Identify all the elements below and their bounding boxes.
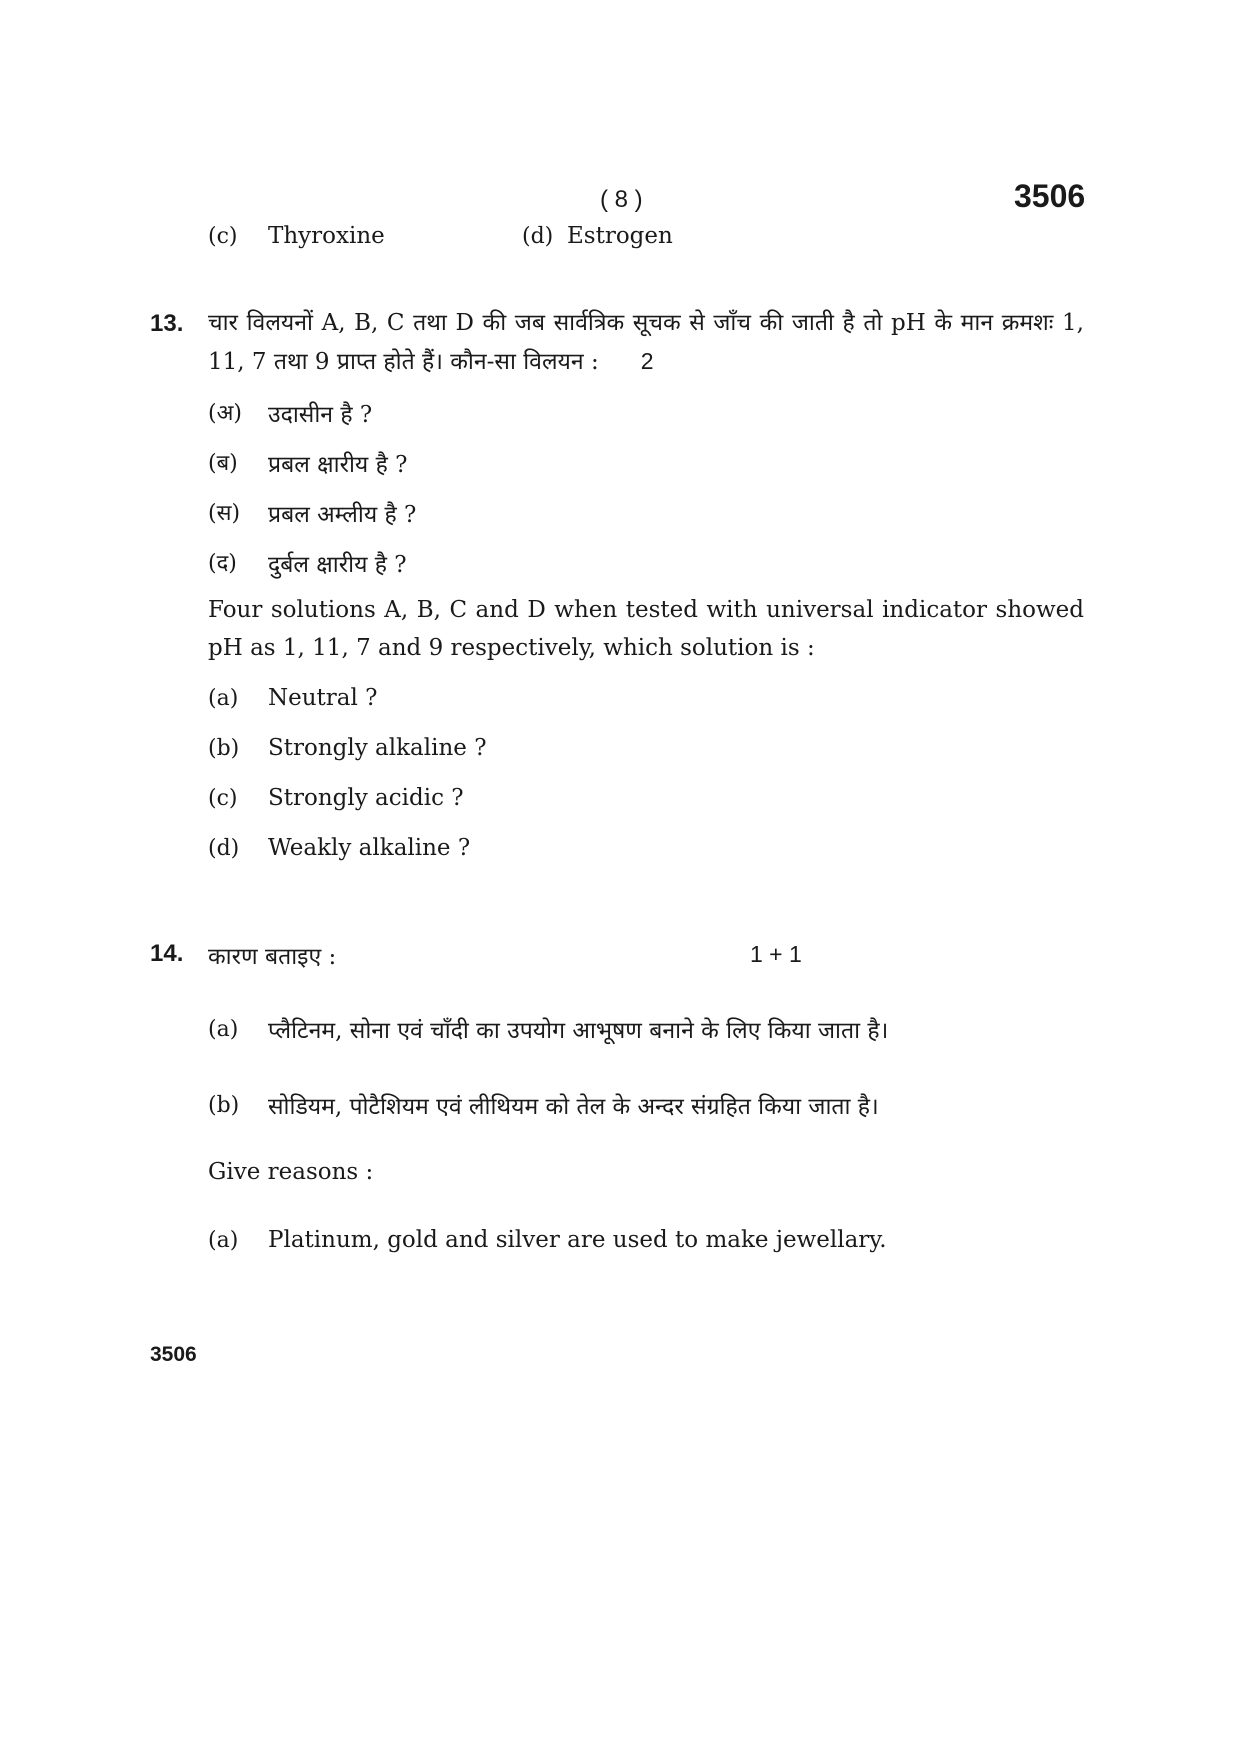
q13-english-option-label: (a)	[208, 686, 239, 711]
q13-hindi-option-text: प्रबल अम्लीय है ?	[268, 502, 417, 528]
q13-english-option-text: Strongly acidic ?	[268, 785, 464, 811]
q13-english-option-text: Weakly alkaline ?	[268, 835, 471, 861]
question-14-english-heading: Give reasons :	[208, 1159, 374, 1185]
question-13-number: 13.	[150, 310, 184, 337]
question-14-hindi-heading: कारण बताइए :	[208, 944, 337, 970]
q13-hindi-option-label: (द)	[208, 551, 237, 576]
prev-option-c-label: (c)	[208, 224, 238, 249]
prev-option-d-label: (d)	[522, 224, 554, 249]
prev-option-d-text: Estrogen	[567, 223, 673, 249]
q13-hindi-option-text: प्रबल क्षारीय है ?	[268, 452, 408, 478]
q13-english-option-label: (b)	[208, 736, 240, 761]
q14-hindi-part-text: सोडियम, पोटैशियम एवं लीथियम को तेल के अन्दर संग्रहित किया जाता है।	[268, 1094, 879, 1120]
q14-hindi-part-text: प्लैटिनम, सोना एवं चाँदी का उपयोग आभूषण बनाने के लिए किया जाता है।	[268, 1018, 889, 1044]
question-14-marks: 1 + 1	[750, 941, 802, 967]
question-13-marks: 2	[640, 348, 654, 374]
q13-english-option-label: (d)	[208, 836, 240, 861]
q13-hindi-option-text: दुर्बल क्षारीय है ?	[268, 552, 407, 578]
question-13-hindi-text: चार विलयनों A, B, C तथा D की जब सार्वत्रिक सूचक से जाँच की जाती है तो pH के मान क्रमशः 1, 11, 7 तथा 9 प्राप्त होते हैं। कौन-सा विलयन : 2	[208, 310, 1084, 375]
q13-english-option-text: Strongly alkaline ?	[268, 735, 487, 761]
q13-hindi-option-label: (अ)	[208, 401, 242, 426]
q14-hindi-part-label: (a)	[208, 1017, 239, 1042]
q13-hindi-option-label: (स)	[208, 501, 241, 526]
q14-english-part-text: Platinum, gold and silver are used to make jewellary.	[268, 1227, 887, 1253]
question-14-number: 14.	[150, 940, 184, 967]
paper-code-header: 3506	[1014, 178, 1086, 214]
question-13-english-text: Four solutions A, B, C and D when tested with universal indicator showed pH as 1, 11, 7 and 9 respectively, which solution is :	[208, 597, 1084, 661]
q13-hindi-option-text: उदासीन है ?	[268, 402, 373, 428]
q13-english-option-text: Neutral ?	[268, 685, 378, 711]
q14-hindi-part-label: (b)	[208, 1093, 240, 1118]
q14-english-part-label: (a)	[208, 1228, 239, 1253]
paper-code-footer: 3506	[150, 1343, 197, 1366]
q13-english-option-label: (c)	[208, 786, 238, 811]
q13-hindi-option-label: (ब)	[208, 451, 238, 476]
prev-option-c-text: Thyroxine	[268, 223, 385, 249]
page-number: ( 8 )	[600, 186, 643, 213]
